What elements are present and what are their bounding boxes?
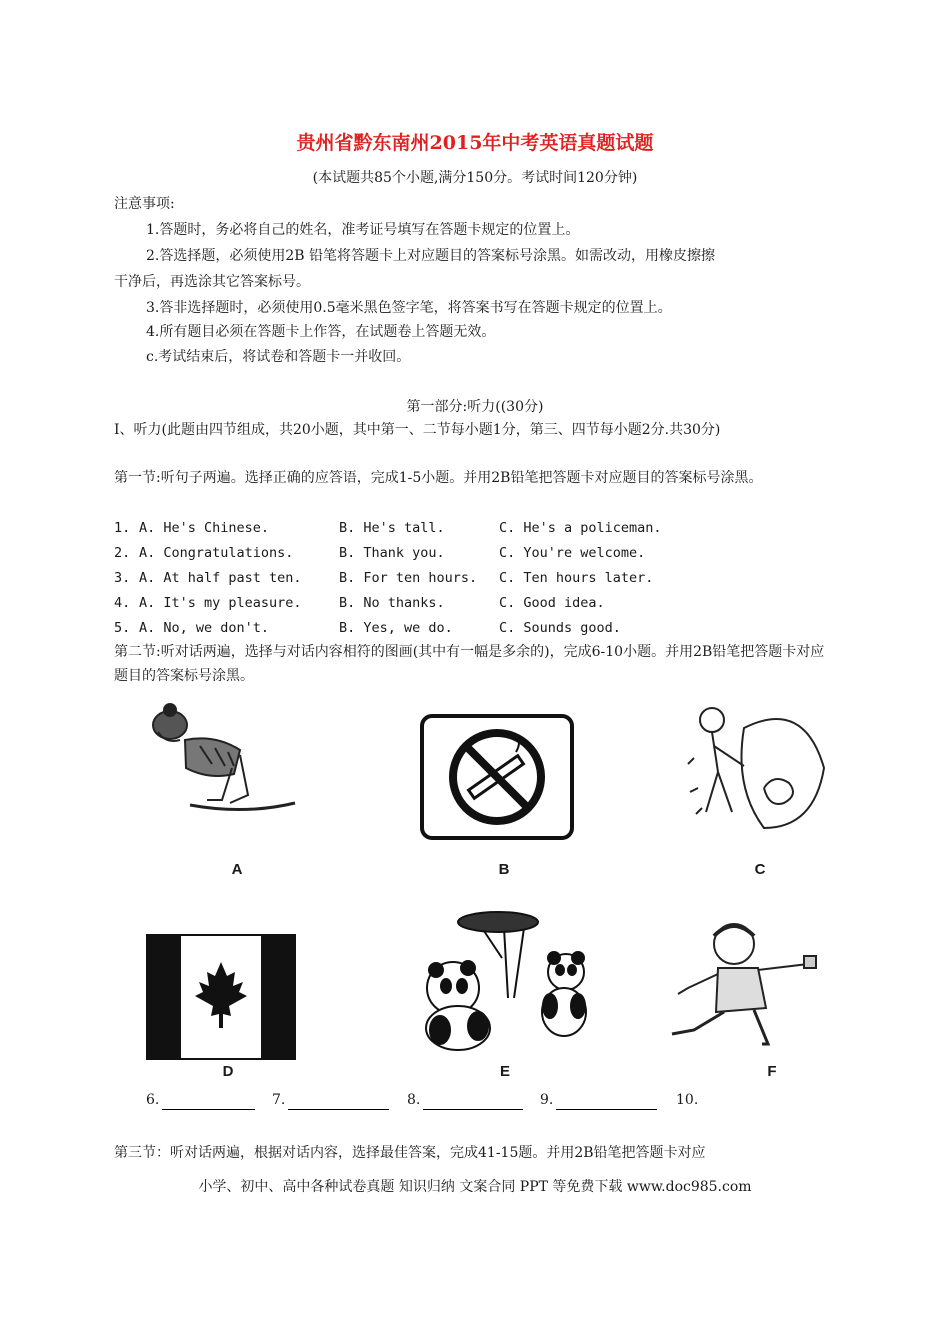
notes-heading: 注意事项: <box>114 196 175 212</box>
note-item: 2.答选择题，必须使用2B 铅笔将答题卡上对应题目的答案标号涂黑。如需改动，用橡皮擦擦 <box>146 248 716 264</box>
blank-number: 9. <box>540 1092 554 1108</box>
answer-blank-line[interactable] <box>288 1109 389 1110</box>
note-item: c.考试结束后，将试卷和答题卡一并收回。 <box>146 349 411 365</box>
page-footer: 小学、初中、高中各种试卷真题 知识归纳 文案合同 PPT 等免费下载 www.doc985.com <box>198 1179 752 1195</box>
exam-subtitle: (本试题共85个小题,满分150分。考试时间120分钟) <box>312 170 638 186</box>
option-a: A. He's Chinese. <box>139 520 270 536</box>
listening-intro: I、听力(此题由四节组成，共20小题，其中第一、二节每小题1分，第三、四节每小题2分.共30分) <box>114 422 721 438</box>
picture-label: B <box>498 861 510 878</box>
picture-label: A <box>231 861 243 878</box>
option-c: C. Sounds good. <box>499 620 621 636</box>
question-number: 4. <box>114 595 131 611</box>
pandas-icon <box>418 908 598 1058</box>
note-item: 1.答题时，务必将自己的姓名，准考证号填写在答题卡规定的位置上。 <box>146 222 580 238</box>
umbrella-man-icon <box>684 698 834 838</box>
canada-flag-icon <box>146 934 296 1060</box>
option-b: B. He's tall. <box>339 520 445 536</box>
picture-label: C <box>754 861 766 878</box>
blank-number: 8. <box>407 1092 421 1108</box>
section3-intro: 第三节：听对话两遍，根据对话内容，选择最佳答案，完成41-15题。并用2B铅笔把答题卡对应 <box>114 1145 706 1161</box>
exam-title: 贵州省黔东南州2015年中考英语真题试题 <box>296 132 654 154</box>
question-number: 5. <box>114 620 131 636</box>
option-b: B. No thanks. <box>339 595 445 611</box>
option-b: B. Yes, we do. <box>339 620 453 636</box>
note-item: 4.所有题目必须在答题卡上作答，在试题卷上答题无效。 <box>146 324 496 340</box>
option-b: B. For ten hours. <box>339 570 478 586</box>
answer-blank-line[interactable] <box>423 1109 523 1110</box>
question-number: 1. <box>114 520 131 536</box>
answer-blank-line[interactable] <box>162 1109 255 1110</box>
option-c: C. You're welcome. <box>499 545 646 561</box>
option-a: A. It's my pleasure. <box>139 595 302 611</box>
blank-number: 7. <box>272 1092 286 1108</box>
blank-number: 6. <box>146 1092 160 1108</box>
skating-boy-icon <box>140 700 300 820</box>
question-number: 2. <box>114 545 131 561</box>
note-item: 干净后，再选涂其它答案标号。 <box>114 274 310 290</box>
no-smoking-sign-icon <box>418 712 578 844</box>
blank-number: 10. <box>676 1092 699 1108</box>
option-a: A. Congratulations. <box>139 545 294 561</box>
option-a: A. At half past ten. <box>139 570 302 586</box>
part1-heading: 第一部分:听力((30分) <box>406 399 544 415</box>
section1-intro: 第一节:听句子两遍。选择正确的应答语，完成1-5小题。并用2B铅笔把答题卡对应题目的答案标号涂黑。 <box>114 470 763 486</box>
question-number: 3. <box>114 570 131 586</box>
answer-blank-line[interactable] <box>556 1109 657 1110</box>
exercising-boy-icon <box>654 918 824 1048</box>
note-item: 3.答非选择题时，必须使用0.5毫米黑色签字笔，将答案书写在答题卡规定的位置上。 <box>146 300 672 316</box>
option-c: C. Good idea. <box>499 595 605 611</box>
section2-intro: 第二节:听对话两遍，选择与对话内容相符的图画(其中有一幅是多余的)，完成6-10小题。并用2B铅笔把答题卡对应题目的答案标号涂黑。 <box>114 644 825 684</box>
option-a: A. No, we don't. <box>139 620 270 636</box>
picture-label: E <box>499 1063 510 1080</box>
option-b: B. Thank you. <box>339 545 445 561</box>
picture-label: F <box>767 1063 777 1080</box>
option-c: C. Ten hours later. <box>499 570 654 586</box>
picture-label: D <box>222 1063 234 1080</box>
option-c: C. He's a policeman. <box>499 520 662 536</box>
